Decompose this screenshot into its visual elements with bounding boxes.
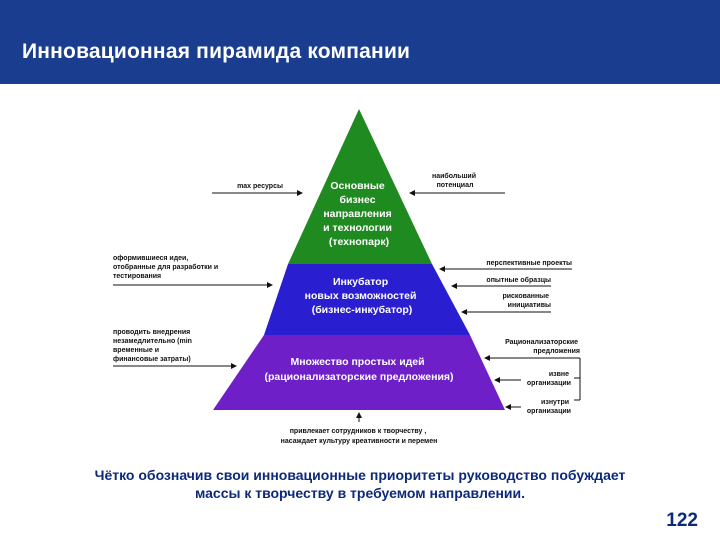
innovation-pyramid-diagram [0,84,720,454]
note-line: организации [526,408,571,415]
middle-tier-line: Инкубатор [332,276,389,288]
note-line: извне [548,371,570,378]
initiatives-label [502,293,551,309]
top-tier-label [323,180,395,248]
note-line: потенциал [436,182,474,189]
prototypes-label [486,276,551,284]
page-number: 122 [666,510,698,531]
note-line: оформившиеся идеи, [113,255,189,262]
note-line: рискованные [502,293,550,300]
note-line: Рационализаторские [505,339,579,346]
promising-projects-label [486,260,572,267]
top-tier-line: бизнес [339,194,376,206]
slide-header [0,0,720,84]
middle-tier-line: (бизнес-инкубатор) [311,304,413,316]
note-line: изнутри [541,399,570,406]
note-line: насаждает культуру креативности и перемен [280,438,438,445]
rationalization-label [505,339,580,355]
top-tier-line: направления [323,208,392,220]
note-line: незамедлительно (min [113,338,192,345]
slide-title: Инновационная пирамида компании [22,40,411,63]
note-line: опытные образцы [486,277,551,284]
note-line: организации [526,380,571,387]
top-tier-line: Основные [330,180,385,192]
note-line: финансовые затраты) [113,356,191,363]
note-line: инициативы [507,302,551,309]
bottom-note-label [281,428,438,445]
bottom-tier-line: (рационализаторские предложения) [264,371,454,383]
footer-line: Чётко обозначив свои инновационные приоритеты руководство побуждает [94,467,626,483]
note-line: отобранные для разработки и [113,264,219,271]
note-line: предложения [533,348,580,355]
footer-line: массы к творчеству в требуемом направлении. [194,485,526,501]
outside-org-label [527,371,571,387]
note-line: тестирования [113,273,162,280]
implement-label [113,329,194,363]
top-tier-line: (технопарк) [328,236,390,248]
max-resources-label [237,183,283,190]
top-tier-line: и технологии [323,222,392,234]
note-line: привлекает сотрудников к творчеству , [289,428,427,435]
bottom-tier-line: Множество простых идей [290,356,425,368]
middle-tier-line: новых возможностей [304,290,417,302]
note-line: перспективные проекты [486,260,572,267]
slide-footer-text [40,466,680,502]
note-line: проводить внедрения [113,329,191,336]
inside-org-label [527,399,571,415]
note-line: временные и [113,347,160,354]
formed-ideas-label [113,255,220,280]
max-potential-label [432,172,478,189]
note-line: max ресурсы [237,183,283,190]
note-line: наибольший [432,173,477,180]
